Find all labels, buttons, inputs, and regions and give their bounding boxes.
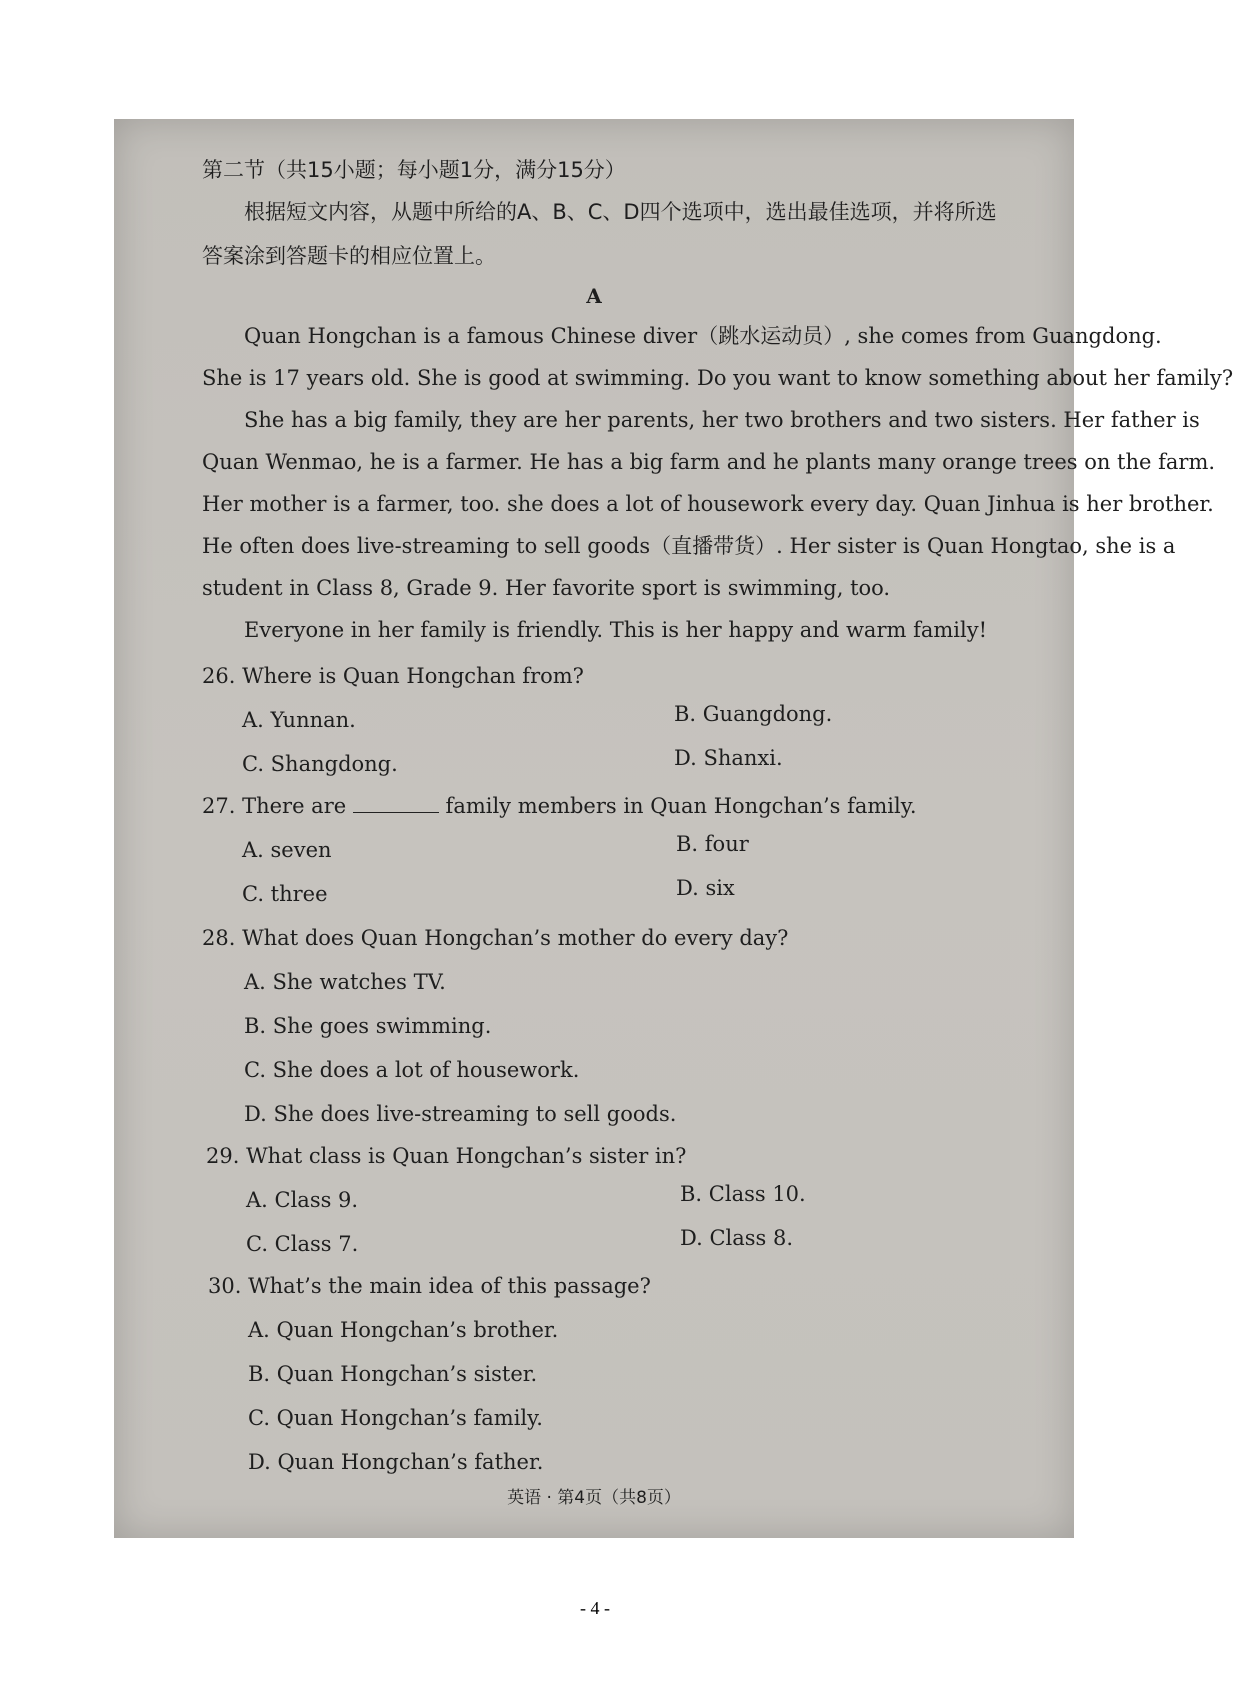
question-27-option-d: D. six bbox=[676, 876, 735, 900]
question-30-stem: 30. What’s the main idea of this passage? bbox=[208, 1274, 651, 1298]
question-28-stem: 28. What does Quan Hongchan’s mother do every day? bbox=[202, 926, 789, 950]
passage-line: Quan Hongchan is a famous Chinese diver（跳水运动员）, she comes from Guangdong. bbox=[244, 324, 1162, 348]
question-27-option-c: C. three bbox=[242, 882, 328, 906]
question-29-option-b: B. Class 10. bbox=[680, 1182, 806, 1206]
question-27-stem bbox=[202, 793, 917, 819]
passage-line: He often does live-streaming to sell goods（直播带货）. Her sister is Quan Hongtao, she is a bbox=[202, 534, 1176, 558]
instruction-line-1: 根据短文内容，从题中所给的A、B、C、D四个选项中，选出最佳选项，并将所选 bbox=[244, 200, 997, 224]
question-28-option-c: C. She does a lot of housework. bbox=[244, 1058, 580, 1082]
passage-line: Her mother is a farmer, too. she does a lot of housework every day. Quan Jinhua is her brother. bbox=[202, 492, 1214, 516]
question-27-option-b: B. four bbox=[676, 832, 749, 856]
passage-line: Everyone in her family is friendly. This is her happy and warm family! bbox=[244, 618, 988, 642]
exam-page-photo bbox=[114, 119, 1233, 1538]
question-26-option-b: B. Guangdong. bbox=[674, 702, 833, 726]
passage-label: A bbox=[586, 284, 602, 308]
question-30-option-d: D. Quan Hongchan’s father. bbox=[248, 1450, 544, 1474]
question-29-option-a: A. Class 9. bbox=[246, 1188, 359, 1212]
passage-line: student in Class 8, Grade 9. Her favorite sport is swimming, too. bbox=[202, 576, 891, 600]
section-heading: 第二节（共15小题；每小题1分，满分15分） bbox=[202, 158, 626, 182]
question-30-option-a: A. Quan Hongchan’s brother. bbox=[248, 1318, 559, 1342]
question-30-option-c: C. Quan Hongchan’s family. bbox=[248, 1406, 543, 1430]
instruction-line-2: 答案涂到答题卡的相应位置上。 bbox=[202, 244, 496, 268]
question-27-blank bbox=[353, 794, 439, 813]
question-28-option-b: B. She goes swimming. bbox=[244, 1014, 492, 1038]
question-27-stem-before: 27. There are bbox=[202, 794, 347, 818]
question-28-option-a: A. She watches TV. bbox=[244, 970, 446, 994]
question-27-stem-after: family members in Quan Hongchan’s family. bbox=[445, 794, 917, 818]
question-29-option-d: D. Class 8. bbox=[680, 1226, 794, 1250]
question-28-option-d: D. She does live-streaming to sell goods. bbox=[244, 1102, 677, 1126]
question-27-option-a: A. seven bbox=[242, 838, 332, 862]
question-29-stem: 29. What class is Quan Hongchan’s sister in? bbox=[206, 1144, 687, 1168]
page-footer: 英语 · 第4页（共8页） bbox=[507, 1488, 681, 1508]
page-number: - 4 - bbox=[580, 1598, 610, 1618]
question-26-stem: 26. Where is Quan Hongchan from? bbox=[202, 664, 584, 688]
question-30-option-b: B. Quan Hongchan’s sister. bbox=[248, 1362, 538, 1386]
question-26-option-c: C. Shangdong. bbox=[242, 752, 398, 776]
passage-line: She has a big family, they are her parents, her two brothers and two sisters. Her father is bbox=[244, 408, 1200, 432]
question-26-option-a: A. Yunnan. bbox=[242, 708, 356, 732]
question-29-option-c: C. Class 7. bbox=[246, 1232, 359, 1256]
passage-line: Quan Wenmao, he is a farmer. He has a big farm and he plants many orange trees on the farm. bbox=[202, 450, 1216, 474]
question-26-option-d: D. Shanxi. bbox=[674, 746, 783, 770]
passage-line: She is 17 years old. She is good at swimming. Do you want to know something about her family? bbox=[202, 366, 1233, 390]
